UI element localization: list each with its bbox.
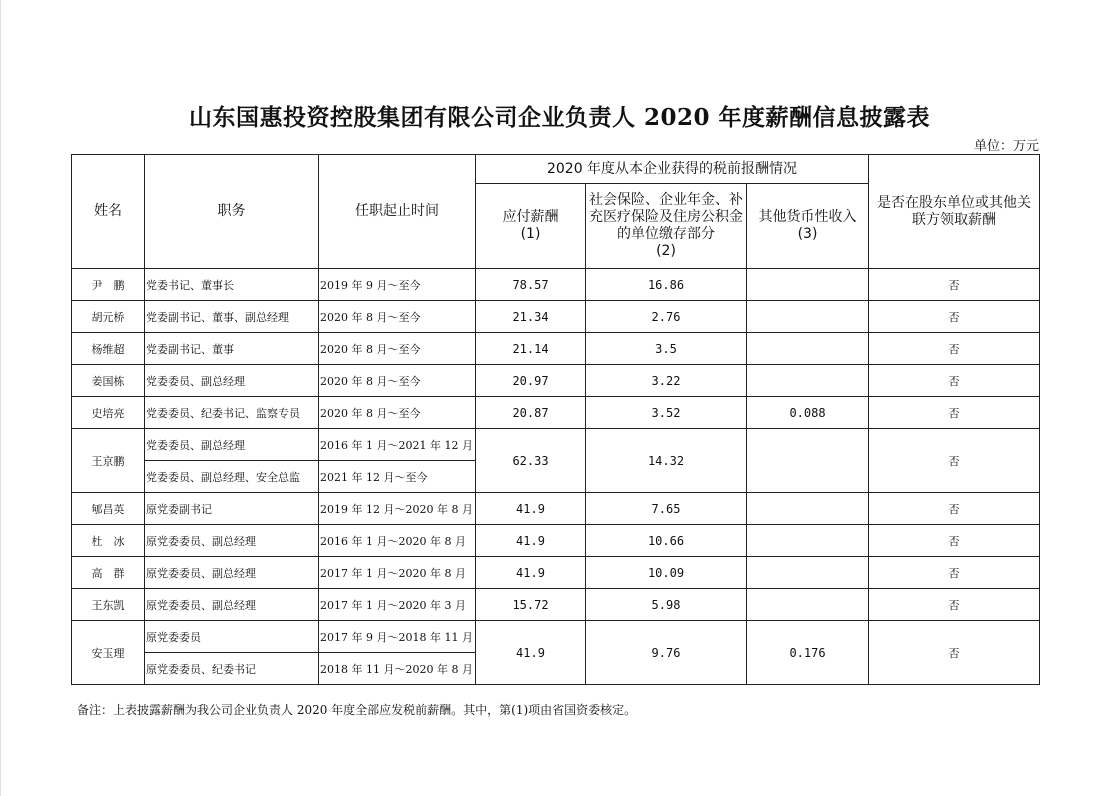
cell-related: 否 <box>869 333 1040 365</box>
cell-name: 郇昌英 <box>72 493 145 525</box>
cell-social: 10.09 <box>586 557 747 589</box>
cell-salary: 78.57 <box>476 269 586 301</box>
cell-salary: 41.9 <box>476 557 586 589</box>
cell-salary: 21.14 <box>476 333 586 365</box>
unit-label: 单位：万元 <box>973 139 1039 154</box>
cell-term: 2019 年 9 月～至今 <box>319 269 476 301</box>
cell-position: 党委委员、副总经理 <box>145 365 319 397</box>
header-salary-num: (1) <box>520 226 541 242</box>
cell-name: 尹 鹏 <box>72 269 145 301</box>
table-row <box>72 397 1040 429</box>
cell-social: 14.32 <box>586 429 747 493</box>
cell-salary: 15.72 <box>476 589 586 621</box>
cell-other <box>747 525 869 557</box>
cell-term: 2016 年 1 月～2020 年 8 月 <box>319 525 476 557</box>
table-row <box>72 589 1040 621</box>
cell-position: 原党委委员、副总经理 <box>145 557 319 589</box>
header-social-num: (2) <box>656 243 676 259</box>
cell-other <box>747 269 869 301</box>
cell-salary: 41.9 <box>476 621 586 685</box>
cell-position: 党委委员、副总经理 <box>145 429 319 461</box>
cell-position: 原党委委员 <box>145 621 319 653</box>
cell-name: 胡元桥 <box>72 301 145 333</box>
table-header <box>72 155 1040 269</box>
cell-other <box>747 493 869 525</box>
cell-other: 0.088 <box>747 397 869 429</box>
table-body <box>72 269 1040 685</box>
cell-position: 党委书记、董事长 <box>145 269 319 301</box>
table-row <box>72 621 1040 653</box>
cell-related: 否 <box>869 397 1040 429</box>
cell-social: 10.66 <box>586 525 747 557</box>
table-row <box>72 301 1040 333</box>
cell-social: 3.22 <box>586 365 747 397</box>
cell-other <box>747 301 869 333</box>
cell-name: 王京鹏 <box>72 429 145 493</box>
cell-term: 2020 年 8 月～至今 <box>319 365 476 397</box>
table-row <box>72 429 1040 461</box>
cell-name: 王东凯 <box>72 589 145 621</box>
cell-position: 原党委委员、副总经理 <box>145 525 319 557</box>
cell-other <box>747 333 869 365</box>
cell-position: 党委副书记、董事 <box>145 333 319 365</box>
cell-other <box>747 557 869 589</box>
cell-position: 党委委员、纪委书记、监察专员 <box>145 397 319 429</box>
cell-name: 高 群 <box>72 557 145 589</box>
header-salary <box>476 184 586 269</box>
cell-name: 杨维超 <box>72 333 145 365</box>
document-title: 山东国惠投资控股集团有限公司企业负责人 2020 年度薪酬信息披露表 <box>188 104 931 131</box>
cell-other: 0.176 <box>747 621 869 685</box>
footnote: 备注：上表披露薪酬为我公司企业负责人 2020 年度全部应发税前薪酬。其中，第(1)项由省国资委核定。 <box>77 703 637 717</box>
header-other-income <box>747 184 869 269</box>
cell-social: 3.5 <box>586 333 747 365</box>
cell-term: 2019 年 12 月～2020 年 8 月 <box>319 493 476 525</box>
table-row <box>72 493 1040 525</box>
cell-social: 16.86 <box>586 269 747 301</box>
cell-term: 2020 年 8 月～至今 <box>319 301 476 333</box>
cell-term: 2018 年 11 月～2020 年 8 月 <box>319 653 476 685</box>
table-row <box>72 333 1040 365</box>
cell-other <box>747 589 869 621</box>
cell-related: 否 <box>869 525 1040 557</box>
header-other-label: 其他货币性收入 <box>758 209 857 225</box>
table-row <box>72 365 1040 397</box>
cell-name: 安玉理 <box>72 621 145 685</box>
cell-position: 党委副书记、董事、副总经理 <box>145 301 319 333</box>
cell-term: 2021 年 12 月～至今 <box>319 461 476 493</box>
cell-related: 否 <box>869 589 1040 621</box>
cell-social: 2.76 <box>586 301 747 333</box>
header-social-insurance <box>586 184 747 269</box>
cell-social: 9.76 <box>586 621 747 685</box>
cell-term: 2020 年 8 月～至今 <box>319 397 476 429</box>
table-row <box>72 557 1040 589</box>
cell-related: 否 <box>869 429 1040 493</box>
cell-related: 否 <box>869 493 1040 525</box>
cell-salary: 20.97 <box>476 365 586 397</box>
table-row <box>72 525 1040 557</box>
cell-salary: 21.34 <box>476 301 586 333</box>
header-term: 任职起止时间 <box>319 155 476 269</box>
header-other-num: (3) <box>797 226 818 242</box>
cell-name: 姜国栋 <box>72 365 145 397</box>
header-name: 姓名 <box>72 155 145 269</box>
cell-name: 史培亮 <box>72 397 145 429</box>
cell-term: 2017 年 1 月～2020 年 8 月 <box>319 557 476 589</box>
cell-related: 否 <box>869 365 1040 397</box>
cell-salary: 41.9 <box>476 525 586 557</box>
cell-related: 否 <box>869 269 1040 301</box>
cell-term: 2017 年 1 月～2020 年 3 月 <box>319 589 476 621</box>
cell-position: 原党委委员、副总经理 <box>145 589 319 621</box>
cell-position: 原党委委员、纪委书记 <box>145 653 319 685</box>
header-position: 职务 <box>145 155 319 269</box>
cell-name: 杜 冰 <box>72 525 145 557</box>
header-salary-label: 应付薪酬 <box>502 209 559 225</box>
cell-related: 否 <box>869 621 1040 685</box>
cell-salary: 20.87 <box>476 397 586 429</box>
cell-related: 否 <box>869 557 1040 589</box>
salary-disclosure-table <box>71 154 1040 685</box>
header-compensation-group: 2020 年度从本企业获得的税前报酬情况 <box>476 155 869 184</box>
cell-salary: 62.33 <box>476 429 586 493</box>
cell-other <box>747 429 869 493</box>
header-related-party: 是否在股东单位或其他关联方领取薪酬 <box>869 155 1040 269</box>
cell-position: 党委委员、副总经理、安全总监 <box>145 461 319 493</box>
cell-term: 2016 年 1 月～2021 年 12 月 <box>319 429 476 461</box>
cell-social: 5.98 <box>586 589 747 621</box>
cell-other <box>747 365 869 397</box>
cell-social: 7.65 <box>586 493 747 525</box>
table-row <box>72 269 1040 301</box>
header-social-label: 社会保险、企业年金、补充医疗保险及住房公积金的单位缴存部分 <box>589 192 743 242</box>
cell-social: 3.52 <box>586 397 747 429</box>
cell-term: 2020 年 8 月～至今 <box>319 333 476 365</box>
cell-term: 2017 年 9 月～2018 年 11 月 <box>319 621 476 653</box>
cell-salary: 41.9 <box>476 493 586 525</box>
cell-position: 原党委副书记 <box>145 493 319 525</box>
cell-related: 否 <box>869 301 1040 333</box>
